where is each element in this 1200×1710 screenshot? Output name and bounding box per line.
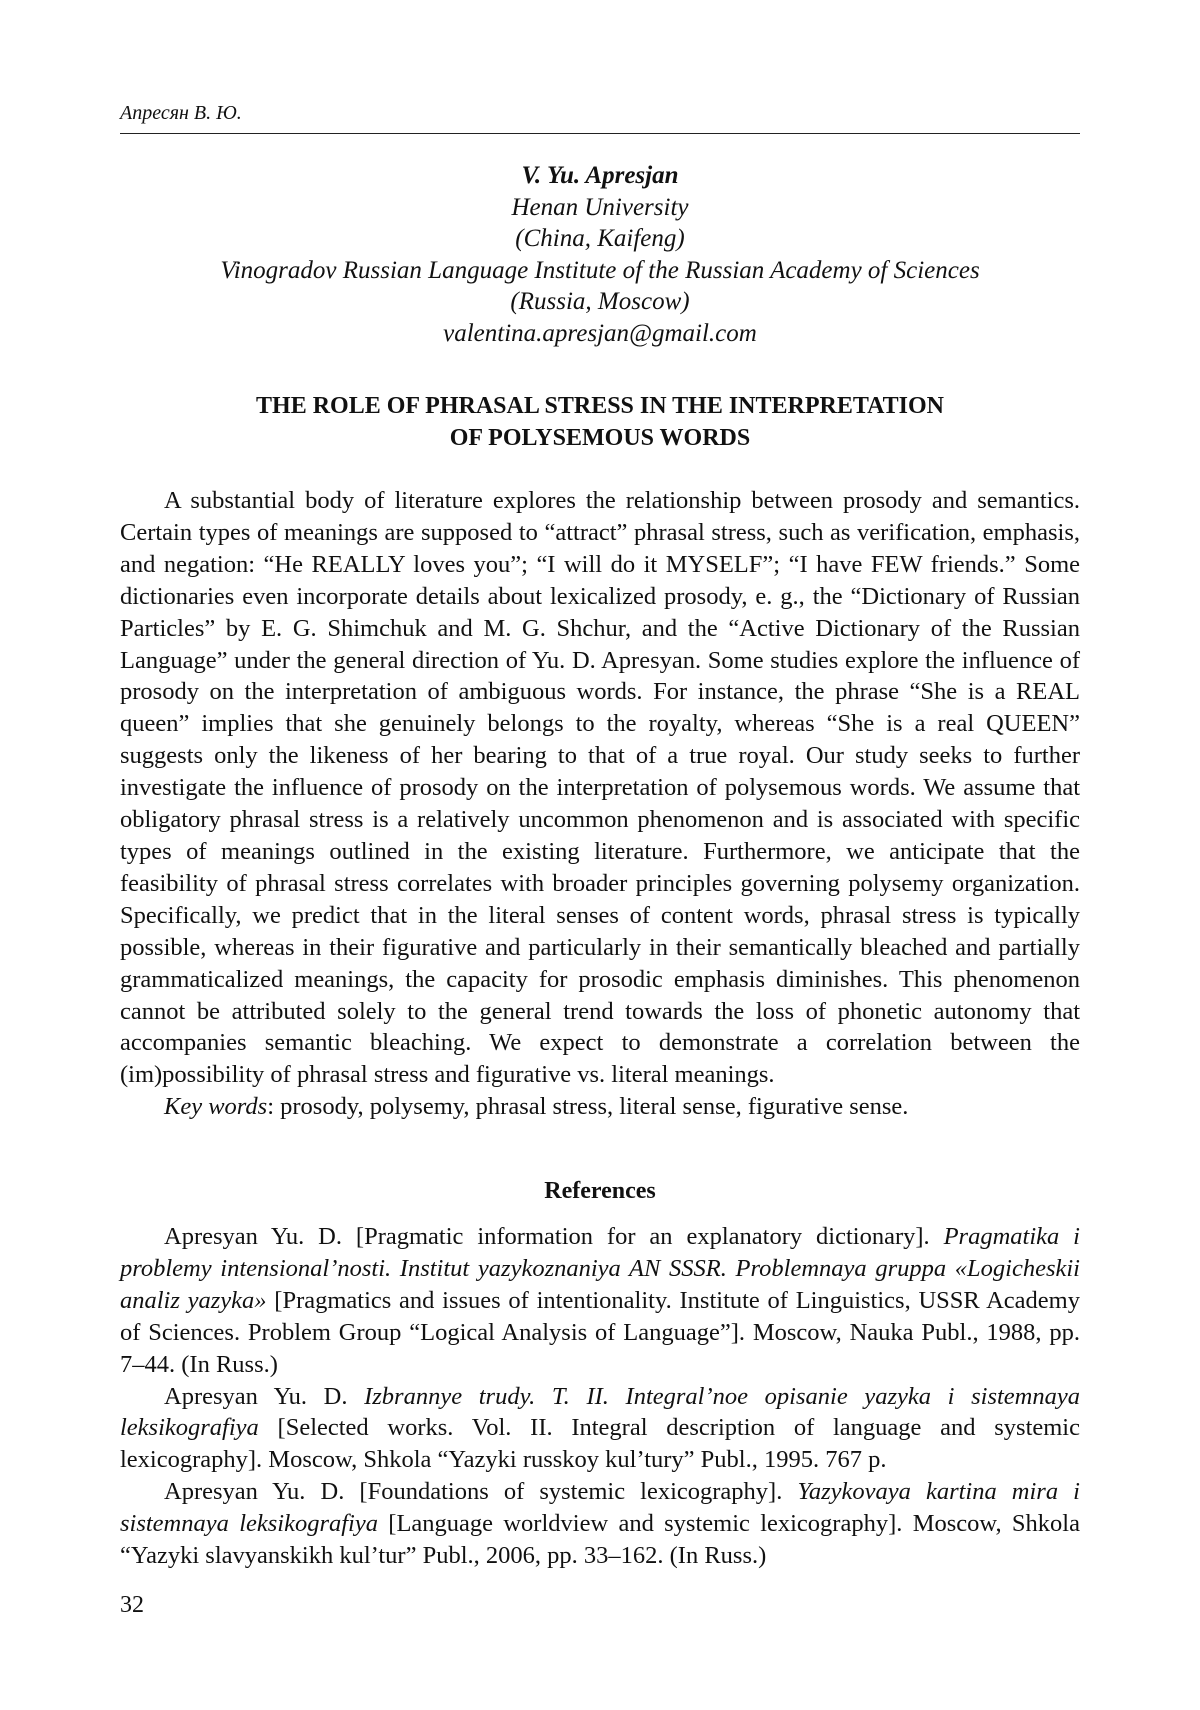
running-head: Апресян В. Ю. — [120, 102, 242, 124]
reference-italic-title: Pragmatika i problemy intensional’nosti. Institut yazykoznaniya AN SSSR. Problemnaya gruppa «Logicheskii analiz yazyka» — [120, 1223, 1080, 1314]
keywords-list: : prosody, polysemy, phrasal stress, literal sense, figurative sense. — [267, 1093, 909, 1121]
author-affiliation-2: Vinogradov Russian Language Institute of the Russian Academy of Sciences — [220, 256, 980, 284]
author-block — [120, 160, 1080, 349]
reference-item — [120, 1476, 1080, 1572]
references-list — [120, 1221, 1080, 1572]
article-title — [120, 390, 1080, 454]
reference-italic-title: Izbrannye trudy. T. II. Integral’noe opisanie yazyka i sistemnaya leksikografiya — [120, 1382, 1080, 1442]
keywords-label: Key words — [164, 1093, 268, 1121]
author-email: valentina.apresjan@gmail.com — [443, 319, 757, 347]
article-title-line-1: THE ROLE OF PHRASAL STRESS IN THE INTERPRETATION — [256, 393, 944, 419]
author-affiliation-1: Henan University — [511, 193, 689, 221]
abstract-body: A substantial body of literature explores the relationship between prosody and semantics. Certain types of meanings are supposed to “attract” phrasal stress, such as verification, emphasis, and negation: “He REALLY loves you”; “I will do it MYSELF”; “I have FEW friends.” Some dictionaries even incorporate details about lexicalized prosody, e. g., the “Dictionary of Russian Particles” by E. G. Shimchuk and M. G. Shchur, and the “Active Dictionary of the Russian Language” under the general direction of Yu. D. Apresyan. Some studies explore the influence of prosody on the interpretation of ambiguous words. For instance, the phrase “She is a REAL queen” implies that she genuinely belongs to the royalty, whereas “She is a real QUEEN” suggests only the likeness of her bearing to that of a true royal. Our study seeks to further investigate the influence of prosody on the interpretation of polysemous words. We assume that obligatory phrasal stress is a relatively uncommon phenomenon and is associated with specific types of meanings outlined in the existing literature. Furthermore, we anticipate that the feasibility of phrasal stress correlates with broader principles governing polysemy organization. Specifically, we predict that in the literal senses of content words, phrasal stress is typically possible, whereas in their figurative and particularly in their semantically bleached and partially grammaticalized meanings, the capacity for prosodic emphasis diminishes. This phenomenon cannot be attributed solely to the general trend towards the loss of phonetic autonomy that accompanies semantic bleaching. We expect to demonstrate a correlation between the (im)possibility of phrasal stress and figurative vs. literal meanings. — [120, 487, 1080, 1089]
page-number: 32 — [120, 1592, 144, 1618]
author-name: V. Yu. Apresjan — [521, 162, 679, 189]
reference-text: Apresyan Yu. D. — [164, 1382, 365, 1410]
reference-text: Apresyan Yu. D. [Foundations of systemic lexicography]. — [164, 1478, 798, 1506]
reference-text: [Selected works. Vol. II. Integral description of language and systemic lexicography]. Moscow, Shkola “Yazyki russkoy kul’tury” Publ., 1995. 767 p. — [120, 1414, 1080, 1474]
author-location-2: (Russia, Moscow) — [510, 288, 690, 315]
keywords-paragraph — [120, 1091, 1080, 1123]
reference-item — [120, 1221, 1080, 1381]
journal-page — [120, 0, 1080, 1710]
reference-item — [120, 1381, 1080, 1477]
abstract — [120, 485, 1080, 1123]
article-title-line-2: OF POLYSEMOUS WORDS — [449, 425, 751, 451]
reference-italic-title: Yazykovaya kartina mira i sistemnaya leksikografiya — [120, 1478, 1080, 1538]
reference-text: Apresyan Yu. D. [Pragmatic information for an explanatory dictionary]. — [164, 1223, 944, 1250]
author-location-1: (China, Kaifeng) — [515, 225, 685, 252]
reference-text: [Pragmatics and issues of intentionality. Institute of Linguistics, USSR Academy of Sciences. Problem Group “Logical Analysis of Language”]. Moscow, Nauka Publ., 1988, pp. 7–44. (In Russ.) — [120, 1286, 1080, 1378]
references-heading: References — [544, 1178, 656, 1204]
reference-text: [Language worldview and systemic lexicography]. Moscow, Shkola “Yazyki slavyanskikh kul’tur” Publ., 2006, pp. 33–162. (In Russ.) — [120, 1510, 1080, 1570]
header-rule — [120, 133, 1080, 134]
